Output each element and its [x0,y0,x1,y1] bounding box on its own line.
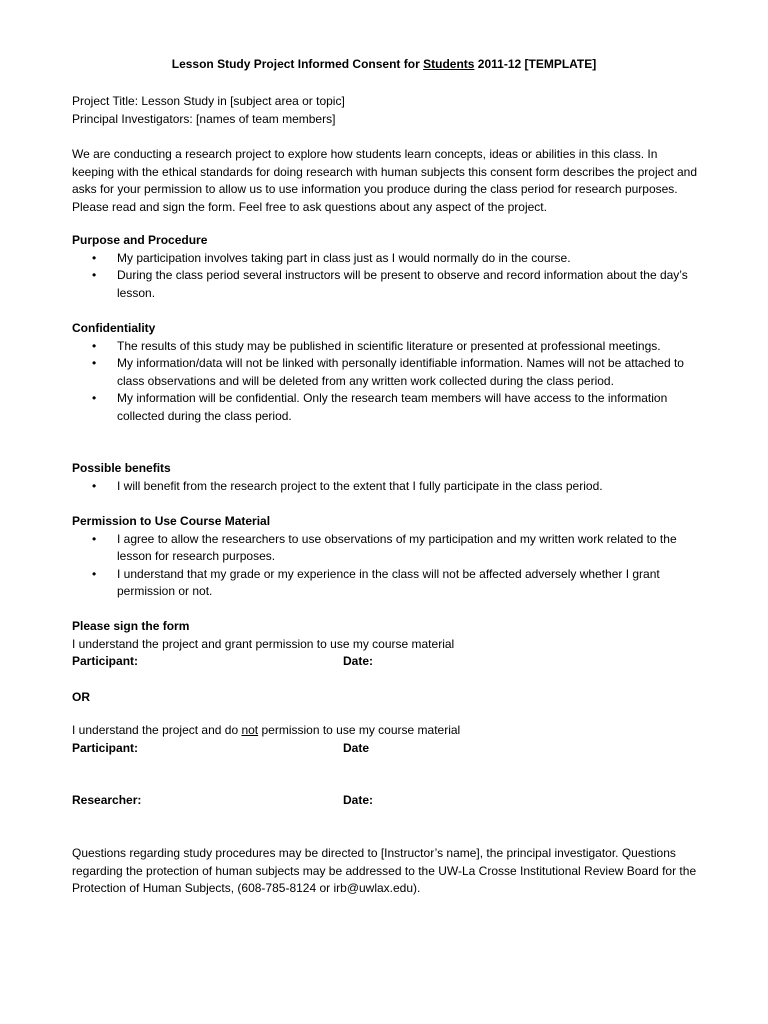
list-item: • My participation involves taking part in class just as I would normally do in the course. [72,250,700,268]
list-item: • My information will be confidential. Only the research team members will have access to the information collected during the class period. [72,390,700,425]
deny-suffix: permission to use my course material [258,723,461,737]
bullet-list [72,250,700,303]
participant-label: Participant: [72,741,139,755]
deny-statement [72,722,700,740]
participant-label: Participant: [72,654,139,668]
footer-text: Questions regarding study procedures may be directed to [Instructor’s name], the principal investigator. Questions regarding the protection of human subjects may be addressed to the UW-La Crosse Institutional Review Board for the Protection of Human Subjects, (608-785-8124 or irb@uwlax.edu). [72,846,697,895]
list-item: • I will benefit from the research project to the extent that I fully participate in the class period. [72,478,700,496]
intro-paragraph [72,146,700,216]
list-item: • I agree to allow the researchers to use observations of my participation and my written work related to the lesson for research purposes. [72,531,700,566]
researcher-signature-row[interactable] [72,792,700,810]
sign-section [72,618,700,653]
sign-heading: Please sign the form [72,619,190,633]
list-item: • During the class period several instructors will be present to observe and record information about the day’s lesson. [72,267,700,302]
section-heading: Permission to Use Course Material [72,514,271,528]
date-label: Date [343,741,370,755]
researcher-label: Researcher: [72,793,142,807]
list-item: • My information/data will not be linked with personally identifiable information. Names will not be attached to class observations and will be deleted from any written work collected during the class period. [72,355,700,390]
section-benefits [72,460,700,495]
participant-signature-row[interactable] [72,653,700,671]
title-suffix: 2011-12 [TEMPLATE] [474,57,597,71]
title-prefix: Lesson Study Project Informed Consent for [171,57,424,71]
deny-statement-text [72,722,700,740]
or-row [72,689,700,707]
section-heading: Confidentiality [72,321,156,335]
date-label: Date: [343,793,374,807]
principal-investigators: Principal Investigators: [names of team members] [72,111,336,126]
section-permission [72,513,700,601]
footer-contact [72,845,700,898]
list-item: • The results of this study may be published in scientific literature or presented at professional meetings. [72,338,700,356]
bullet-list [72,531,700,601]
section-heading: Purpose and Procedure [72,233,208,247]
title-underlined: Students [423,57,475,71]
participant-signature-row-2[interactable] [72,740,700,758]
bullet-list [72,338,700,426]
date-label: Date: [343,654,374,668]
list-item: • I understand that my grade or my experience in the class will not be affected adversely whether I grant permission or not. [72,566,700,601]
intro-text: We are conducting a research project to explore how students learn concepts, ideas or abilities in this class. In keeping with the ethical standards for doing research with human subjects this consent form describes the project and asks for your permission to allow us to use information you produce during the class period for research purposes. Please read and sign the form. Feel free to ask questions about any aspect of the project. [72,147,698,214]
section-confidentiality [72,320,700,425]
document-title [0,56,768,74]
grant-statement: I understand the project and grant permission to use my course material [72,636,455,651]
bullet-list [72,478,700,496]
or-label: OR [72,690,90,704]
project-meta [72,93,700,128]
project-title: Project Title: Lesson Study in [subject area or topic] [72,94,345,108]
section-purpose [72,232,700,302]
deny-prefix: I understand the project and do [72,723,242,737]
deny-underlined: not [241,723,259,737]
section-heading: Possible benefits [72,461,171,475]
